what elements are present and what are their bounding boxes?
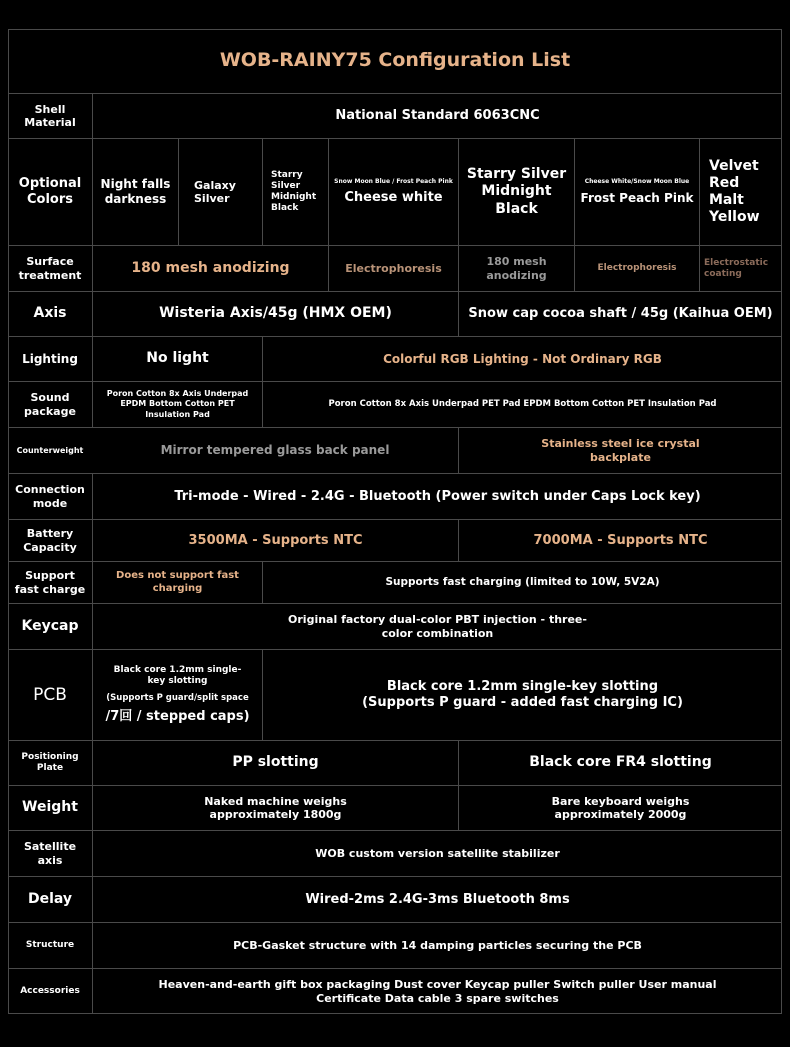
lighting-label: Lighting: [8, 336, 92, 381]
connection-value: Tri-mode - Wired - 2.4G - Bluetooth (Power switch under Caps Lock key): [92, 473, 782, 519]
plate-pp: PP slotting: [92, 740, 458, 785]
axis-label: Axis: [8, 291, 92, 336]
color-night-falls: Night falls darkness: [92, 138, 178, 245]
plate-fr4: Black core FR4 slotting: [458, 740, 782, 785]
surface-electrophoresis-2: Electrophoresis: [574, 245, 699, 291]
pcb-value-1b: (Supports P guard/split space: [106, 693, 249, 704]
pcb-value-1c: /7回 / stepped caps): [105, 708, 250, 724]
color-velvet-red: Velvet Red Malt Yellow: [699, 138, 782, 245]
colors-label: Optional Colors: [8, 138, 92, 245]
counterweight-steel: Stainless steel ice crystal backplate: [458, 427, 782, 473]
pcb-value-1: [92, 649, 262, 740]
plate-label: Positioning Plate: [8, 740, 92, 785]
accessories-value: Heaven-and-earth gift box packaging Dust cover Keycap puller Switch puller User manual Certificate Data cable 3 spare switches: [92, 968, 782, 1014]
accessories-label: Accessories: [8, 968, 92, 1014]
color-starry-silver: Starry Silver Midnight Black: [262, 138, 328, 245]
fastcharge-yes: Supports fast charging (limited to 10W, 5V2A): [262, 561, 782, 603]
weight-label: Weight: [8, 785, 92, 830]
sound-value-2: Poron Cotton 8x Axis Underpad PET Pad EPDM Bottom Cotton PET Insulation Pad: [262, 381, 782, 427]
pcb-value-1a: Black core 1.2mm single-key slotting: [113, 665, 242, 687]
color-frost-peach-sub: Cheese White/Snow Moon Blue: [584, 178, 690, 186]
surface-label: Surface treatment: [8, 245, 92, 291]
config-table: [8, 29, 782, 1014]
page-title: WOB-RAINY75 Configuration List: [219, 49, 571, 72]
fastcharge-no: Does not support fast charging: [92, 561, 262, 603]
sound-label: Sound package: [8, 381, 92, 427]
structure-value: PCB-Gasket structure with 14 damping particles securing the PCB: [92, 922, 782, 968]
color-frost-peach: [574, 138, 699, 245]
surface-electrophoresis-1: Electrophoresis: [328, 245, 458, 291]
delay-value: Wired-2ms 2.4G-3ms Bluetooth 8ms: [92, 876, 782, 922]
surface-anodizing-1: 180 mesh anodizing: [92, 245, 328, 291]
fastcharge-label: Support fast charge: [8, 561, 92, 603]
lighting-rgb: Colorful RGB Lighting - Not Ordinary RGB: [262, 336, 782, 381]
battery-7000: 7000MA - Supports NTC: [458, 519, 782, 561]
surface-electrostatic: Electrostatic coating: [699, 245, 782, 291]
surface-anodizing-2: 180 mesh anodizing: [458, 245, 574, 291]
pcb-value-2: Black core 1.2mm single-key slotting (Supports P guard - added fast charging IC): [262, 649, 782, 740]
weight-1800: Naked machine weighs approximately 1800g: [92, 785, 458, 830]
shell-value: National Standard 6063CNC: [92, 93, 782, 138]
keycap-label: Keycap: [8, 603, 92, 649]
counterweight-glass: Mirror tempered glass back panel: [92, 427, 458, 473]
delay-label: Delay: [8, 876, 92, 922]
color-cheese-white-sub: Snow Moon Blue / Frost Peach Pink: [334, 177, 453, 185]
color-frost-peach-main: Frost Peach Pink: [580, 191, 694, 206]
color-cheese-white: [328, 138, 458, 245]
satellite-label: Satellite axis: [8, 830, 92, 876]
satellite-value: WOB custom version satellite stabilizer: [92, 830, 782, 876]
lighting-none: No light: [92, 336, 262, 381]
keycap-value: Original factory dual-color PBT injection - three-color combination: [92, 603, 782, 649]
sound-value-1: Poron Cotton 8x Axis Underpad EPDM Bottom Cotton PET Insulation Pad: [92, 381, 262, 427]
weight-2000: Bare keyboard weighs approximately 2000g: [458, 785, 782, 830]
color-galaxy-silver: Galaxy Silver: [178, 138, 262, 245]
counterweight-label: Counterweight: [8, 427, 92, 473]
battery-label: Battery Capacity: [8, 519, 92, 561]
axis-snowcap: Snow cap cocoa shaft / 45g (Kaihua OEM): [458, 291, 782, 336]
axis-wisteria: Wisteria Axis/45g (HMX OEM): [92, 291, 458, 336]
structure-label: Structure: [8, 922, 92, 968]
pcb-label: PCB: [8, 649, 92, 740]
color-cheese-white-main: Cheese white: [344, 190, 443, 206]
color-starry-silver-2: Starry Silver Midnight Black: [458, 138, 574, 245]
shell-label: Shell Material: [8, 93, 92, 138]
connection-label: Connection mode: [8, 473, 92, 519]
battery-3500: 3500MA - Supports NTC: [92, 519, 458, 561]
